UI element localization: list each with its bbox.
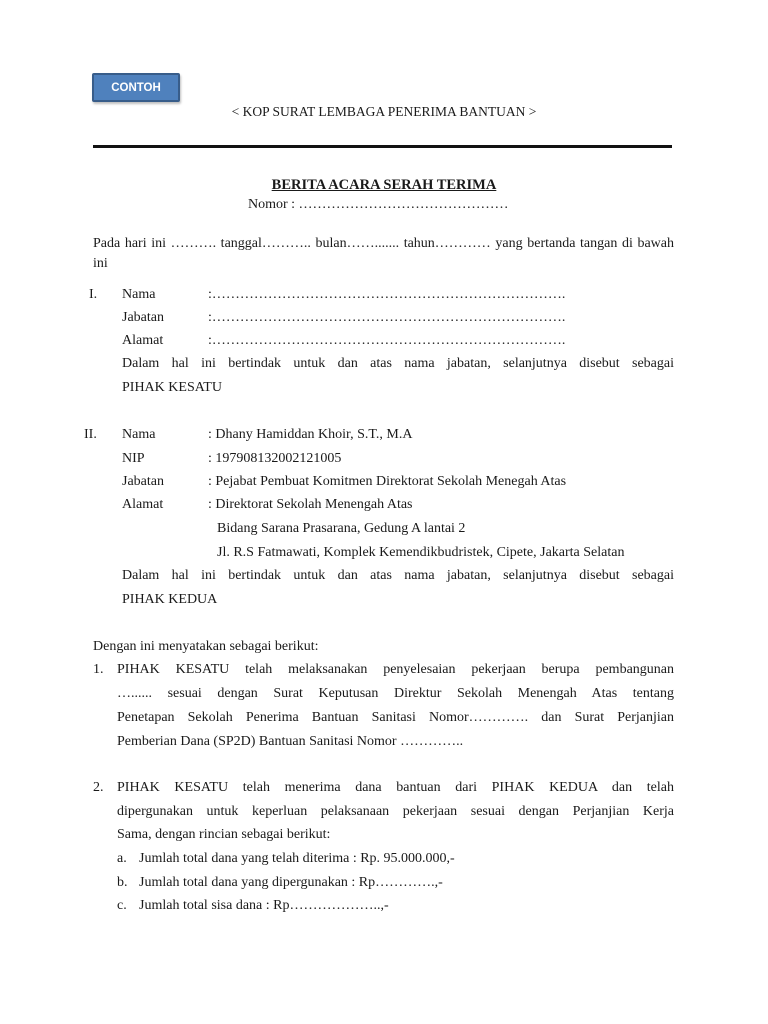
party-two-address-line-3: Jl. R.S Fatmawati, Komplek Kemendikbudristek, Cipete, Jakarta Selatan [217,545,625,560]
point-two-number: 2. [93,780,104,795]
party-one-statement: Dalam hal ini bertindak untuk dan atas nama jabatan, selanjutnya disebut sebagai [122,356,674,371]
point-two-line-1: PIHAK KESATU telah menerima dana bantuan dari PIHAK KEDUA dan telah [117,780,674,795]
party-one-address-value: :…………………………………………………………………. [208,333,566,348]
party-two-nip-label: NIP [122,451,145,466]
party-one-name-value: :…………………………………………………………………. [208,287,566,302]
party-two-address-value: : Direktorat Sekolah Menengah Atas [208,497,413,512]
header-rule [93,145,672,148]
letterhead-placeholder: < KOP SURAT LEMBAGA PENERIMA BANTUAN > [231,104,537,119]
contoh-badge: CONTOH [92,73,180,102]
document-title: BERITA ACARA SERAH TERIMA [271,177,497,193]
party-one-name-label: Nama [122,287,156,302]
point-one-line-3: Penetapan Sekolah Penerima Bantuan Sanitasi Nomor…………. dan Surat Perjanjian [117,710,674,725]
party-two-statement: Dalam hal ini bertindak untuk dan atas nama jabatan, selanjutnya disebut sebagai [122,568,674,583]
document-number: Nomor : ……………………………………… [248,197,509,212]
subitem-b-letter: b. [117,875,128,890]
subitem-c-letter: c. [117,898,127,913]
party-two-position-label: Jabatan [122,474,164,489]
point-one-number: 1. [93,662,104,677]
party-two-name-label: Nama [122,427,156,442]
point-one-line-1: PIHAK KESATU telah melaksanakan penyelesaian pekerjaan berupa pembangunan [117,662,674,677]
party-two-position-value: : Pejabat Pembuat Komitmen Direktorat Sekolah Menegah Atas [208,474,567,489]
point-two-line-2: dipergunakan untuk keperluan pelaksanaan pekerjaan sesuai dengan Perjanjian Kerja [117,804,674,819]
party-two-role: PIHAK KEDUA [122,592,218,607]
party-one-position-label: Jabatan [122,310,164,325]
party-two-numeral: II. [84,427,97,442]
party-two-name-value: : Dhany Hamiddan Khoir, S.T., M.A [208,427,413,442]
party-one-position-value: :…………………………………………………………………. [208,310,566,325]
party-one-numeral: I. [89,287,98,302]
party-two-address-line-2: Bidang Sarana Prasarana, Gedung A lantai 2 [217,521,466,536]
party-two-nip-value: : 197908132002121005 [208,451,342,466]
declaration-intro: Dengan ini menyatakan sebagai berikut: [93,639,319,654]
point-two-line-3: Sama, dengan rincian sebagai berikut: [117,827,331,842]
point-one-line-2: …...... sesuai dengan Surat Keputusan Direktur Sekolah Menengah Atas tentang [117,686,674,701]
subitem-a-text: Jumlah total dana yang telah diterima : Rp. 95.000.000,- [139,851,455,866]
subitem-a-letter: a. [117,851,127,866]
subitem-c-text: Jumlah total sisa dana : Rp………………..,- [139,898,389,913]
party-two-address-label: Alamat [122,497,164,512]
point-one-line-4: Pemberian Dana (SP2D) Bantuan Sanitasi Nomor ………….. [117,734,464,749]
party-one-role: PIHAK KESATU [122,380,222,395]
subitem-b-text: Jumlah total dana yang dipergunakan : Rp………….,- [139,875,443,890]
intro-paragraph: Pada hari ini ………. tanggal……….. bulan……....... tahun………… yang bertanda tangan di bawah ini [93,236,674,271]
party-one-address-label: Alamat [122,333,164,348]
